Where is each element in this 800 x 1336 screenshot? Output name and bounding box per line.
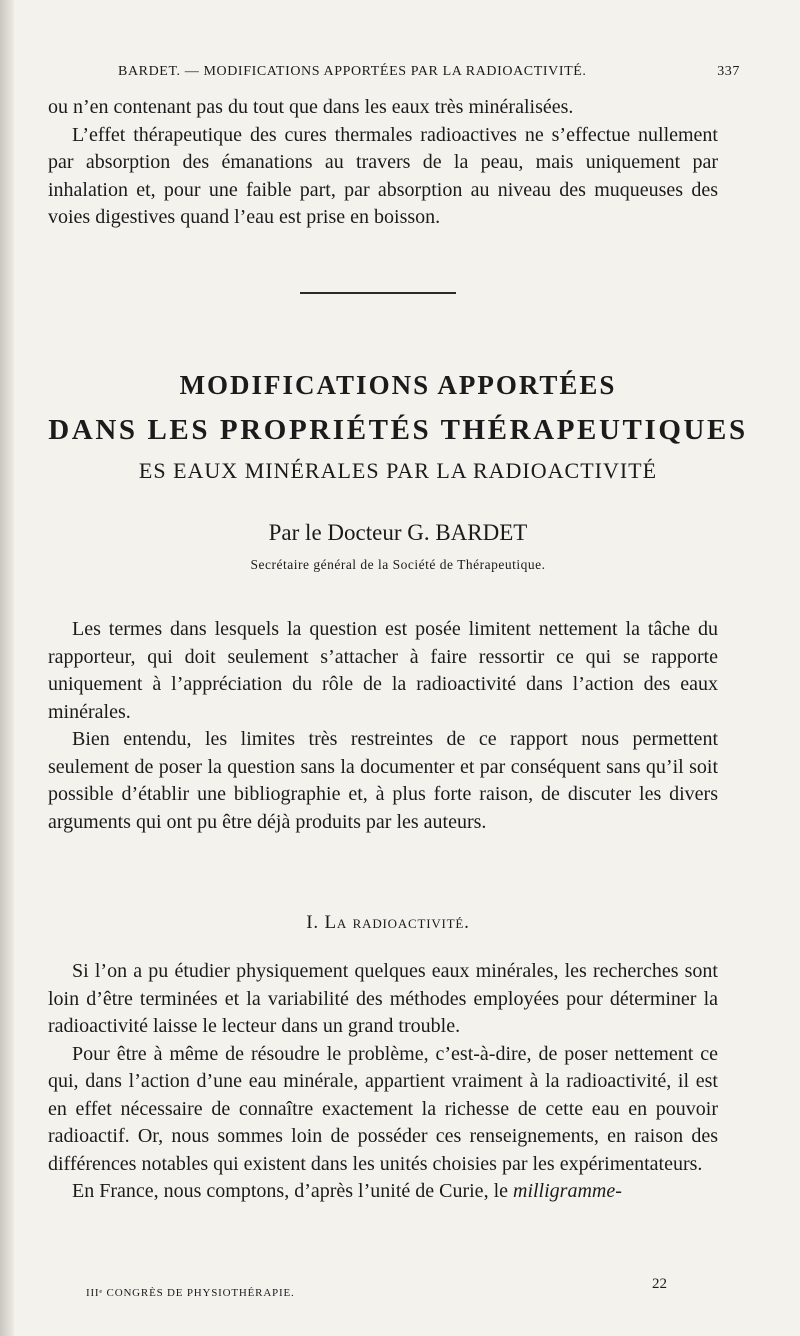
section-title: La radioactivité. bbox=[324, 912, 470, 933]
article-title-line-2: DANS LES PROPRIÉTÉS THÉRAPEUTIQUES bbox=[48, 414, 748, 446]
section-text bbox=[48, 958, 718, 1206]
page-number: 337 bbox=[717, 64, 740, 79]
running-head bbox=[118, 64, 740, 80]
paragraph: Bien entendu, les limites très restreintes de ce rapport nous permettent seulement de poser la question sans la documenter et par conséquent sans qu’il soit possible d’établir une bibliographie et, à plus forte raison, de discuter les divers arguments qui ont pu être déjà produits par les auteurs. bbox=[48, 728, 718, 833]
paragraph-start: En France, nous comptons, d’après l’unité de Curie, le bbox=[72, 1180, 513, 1202]
paragraph: Pour être à même de résoudre le problème, c’est-à-dire, de poser nettement ce qui, dans l’action d’une eau minérale, appartient vraiment à la radioactivité, il est en effet nécessaire de connaître exactement la richesse de cette eau en pouvoir radioactif. Or, nous sommes loin de posséder ces renseignements, en raison des différences notables qui existent dans les unités choisies par les expérimentateurs. bbox=[48, 1042, 718, 1175]
article-author: Par le Docteur G. BARDET bbox=[268, 520, 528, 545]
paragraph bbox=[48, 1178, 718, 1206]
intro-text bbox=[48, 616, 718, 836]
paragraph: Les termes dans lesquels la question est posée limitent nettement la tâche du rapporteur, qui doit seulement s’attacher à faire ressortir ce qui se rapporte uniquement à l’appréciation du rôle de la radioactivité dans l’action des eaux minérales. bbox=[48, 618, 718, 723]
running-head-text: BARDET. — MODIFICATIONS APPORTÉES PAR LA RADIOACTIVITÉ. bbox=[118, 64, 587, 79]
paragraph: Si l’on a pu étudier physiquement quelques eaux minérales, les recherches sont loin d’être terminées et la variabilité des méthodes employées pour déterminer la radioactivité laisse le lecteur dans un grand trouble. bbox=[48, 960, 718, 1037]
emphasized-term: milligramme- bbox=[513, 1180, 622, 1202]
continued-text bbox=[48, 94, 718, 232]
footer-signature: IIIᵉ CONGRÈS DE PHYSIOTHÉRAPIE. bbox=[86, 1287, 295, 1299]
section-heading bbox=[48, 912, 728, 934]
article-title-line-3: ES EAUX MINÉRALES PAR LA RADIOACTIVITÉ bbox=[138, 458, 658, 483]
article-title-line-1: MODIFICATIONS APPORTÉES bbox=[179, 370, 617, 400]
page-gutter bbox=[0, 0, 14, 1336]
section-rule bbox=[300, 292, 456, 294]
paragraph: ou n’en contenant pas du tout que dans les eaux très minéralisées. bbox=[48, 96, 574, 118]
author-affiliation: Secrétaire général de la Société de Thérapeutique. bbox=[250, 557, 546, 572]
paragraph: L’effet thérapeutique des cures thermales radioactives ne s’effectue nullement par absorption des émanations au travers de la peau, mais uniquement par inhalation et, pour une faible part, par absorption au niveau des muqueuses des voies digestives quand l’eau est prise en boisson. bbox=[48, 123, 718, 228]
section-number: I. bbox=[306, 912, 319, 933]
sheet-number: 22 bbox=[652, 1276, 667, 1292]
